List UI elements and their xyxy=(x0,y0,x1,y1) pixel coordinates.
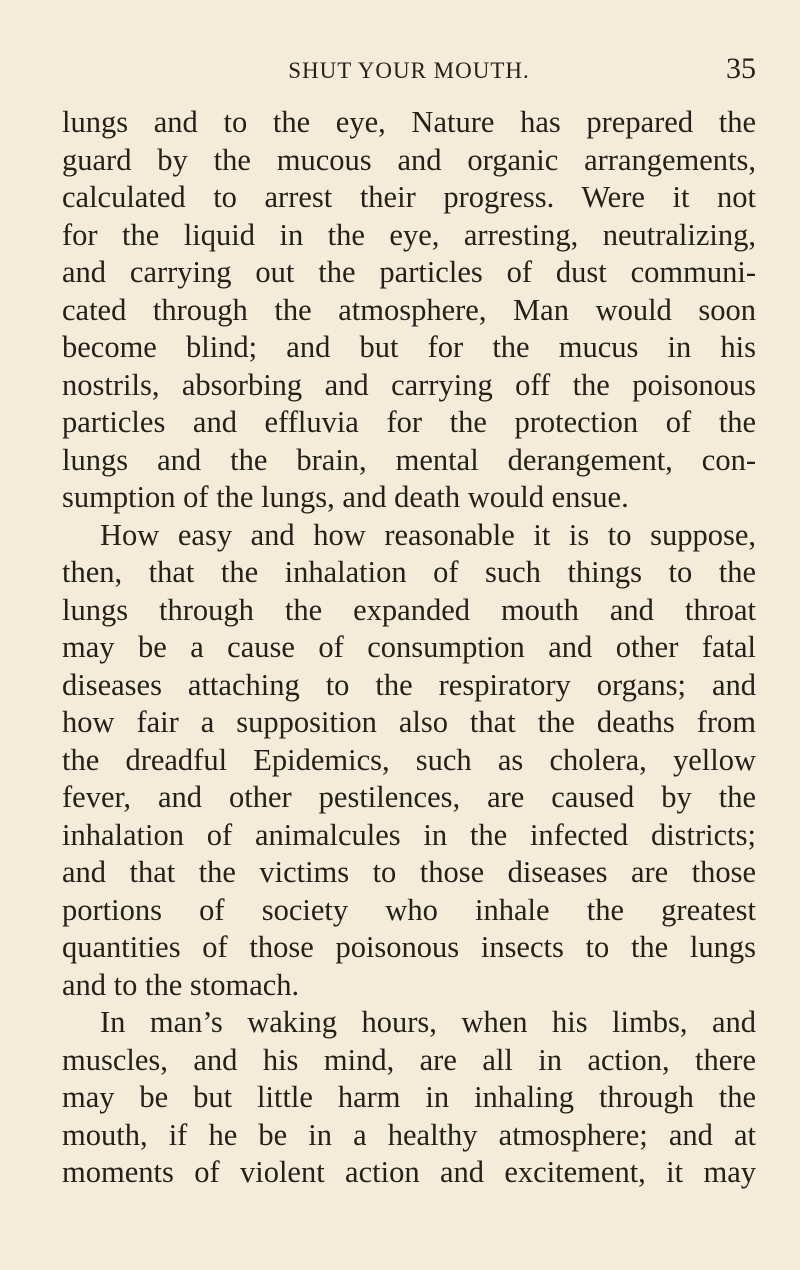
text-line: may be a cause of consumption and other fatal xyxy=(62,630,756,664)
text-line: In man’s waking hours, when his limbs, and xyxy=(100,1005,756,1039)
text-line: the dreadful Epidemics, such as cholera, yellow xyxy=(62,742,756,777)
text-line: particles and effluvia for the protection of the xyxy=(62,405,756,439)
text-line: fever, and other pestilences, are caused by the xyxy=(62,780,756,814)
text-line: quantities of those poisonous insects to the lungs xyxy=(62,930,756,964)
text-line: for the liquid in the eye, arresting, neutralizing, xyxy=(62,217,756,252)
text-line: mouth, if he be in a healthy atmosphere; and at xyxy=(62,1117,756,1152)
running-head xyxy=(62,52,756,98)
text-line: moments of violent action and excitement, it may xyxy=(62,1155,756,1189)
paragraph-1 xyxy=(62,104,756,517)
text-line: may be but little harm in inhaling through the xyxy=(62,1080,756,1114)
text-line: lungs through the expanded mouth and throat xyxy=(62,592,756,627)
text-line: calculated to arrest their progress. Were it not xyxy=(62,180,756,214)
text-line: muscles, and his mind, are all in action, there xyxy=(62,1042,756,1077)
body-text xyxy=(62,104,756,1192)
text-line: lungs and to the eye, Nature has prepared the xyxy=(62,105,756,139)
text-line: and to the stomach. xyxy=(62,967,300,1002)
text-line: and carrying out the particles of dust communi- xyxy=(62,255,756,289)
text-line: how fair a supposition also that the deaths from xyxy=(62,705,756,739)
text-line: diseases attaching to the respiratory organs; and xyxy=(62,667,756,702)
paragraph-3 xyxy=(62,1004,756,1192)
text-line: portions of society who inhale the greatest xyxy=(62,892,756,927)
text-line: and that the victims to those diseases are those xyxy=(62,855,756,889)
text-line: How easy and how reasonable it is to suppose, xyxy=(100,517,756,552)
text-line: then, that the inhalation of such things to the xyxy=(62,555,756,589)
page-number: 35 xyxy=(726,52,756,85)
text-line: become blind; and but for the mucus in his xyxy=(62,330,756,364)
text-line: nostrils, absorbing and carrying off the poisonous xyxy=(62,367,756,402)
text-line: cated through the atmosphere, Man would soon xyxy=(62,292,756,327)
paragraph-2 xyxy=(62,517,756,1005)
text-line: sumption of the lungs, and death would ensue. xyxy=(62,480,629,514)
text-line: lungs and the brain, mental derangement, con- xyxy=(62,442,756,477)
text-line: inhalation of animalcules in the infected districts; xyxy=(62,817,756,852)
running-title: SHUT YOUR MOUTH. xyxy=(288,58,530,83)
text-line: guard by the mucous and organic arrangements, xyxy=(62,142,756,177)
